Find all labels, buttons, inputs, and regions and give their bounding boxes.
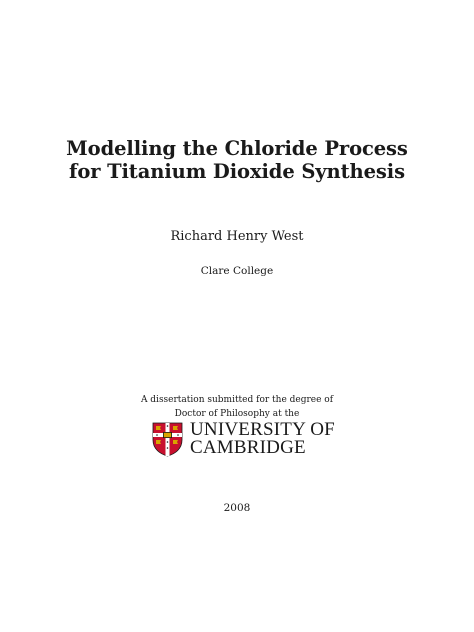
university-name [190,421,335,457]
submission-year: 2008 [223,502,251,514]
submission-line-1: A dissertation submitted for the degree of [140,395,334,405]
college-name: Clare College [200,265,274,277]
university-name-line-2: CAMBRIDGE [190,437,306,458]
university-logo [152,419,335,458]
author-name: Richard Henry West [170,229,304,244]
submission-statement [0,393,474,421]
university-name-line-1: UNIVERSITY OF [190,419,335,440]
submission-line-2: Doctor of Philosophy at the [174,409,300,419]
university-crest-icon [152,422,183,457]
thesis-title-line-2: for Titanium Dioxide Synthesis [69,160,405,183]
thesis-title-line-1: Modelling the Chloride Process [66,137,408,160]
